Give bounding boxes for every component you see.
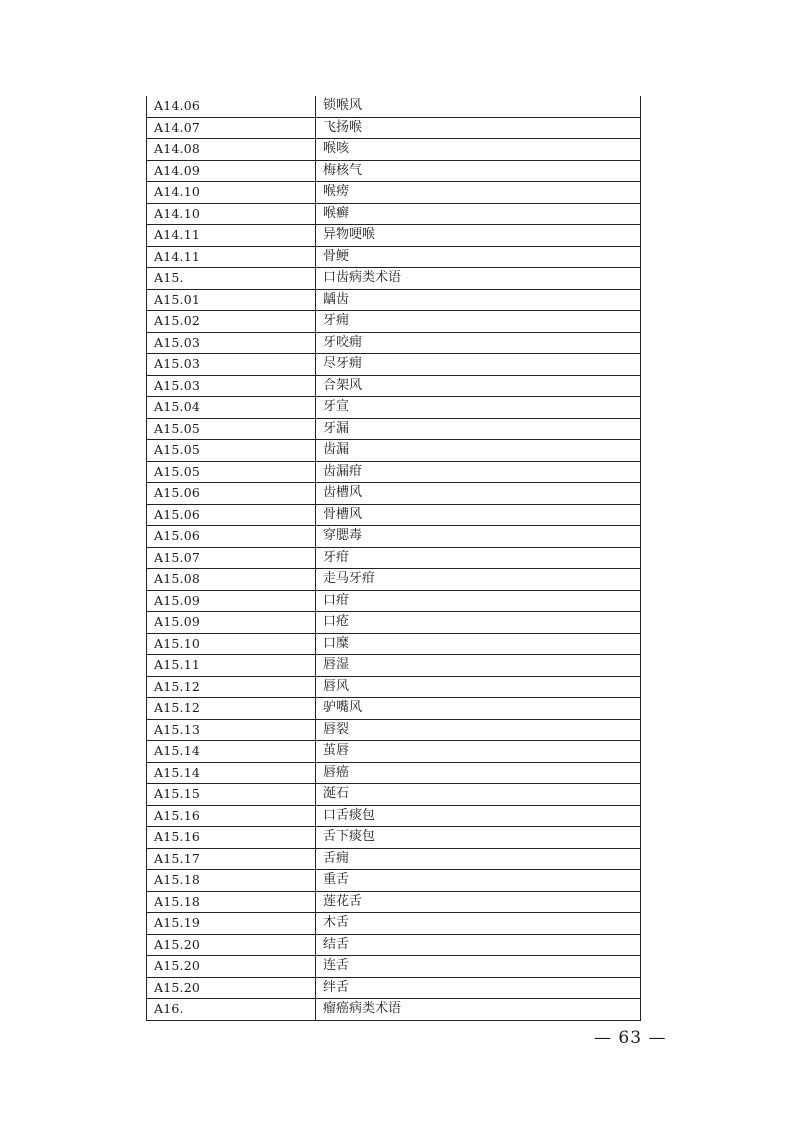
table-row <box>147 268 641 290</box>
term-name-cell: 喉咳 <box>316 139 641 161</box>
table-row <box>147 311 641 333</box>
term-name-cell: 尽牙痈 <box>316 354 641 376</box>
term-name-cell: 齿槽风 <box>316 483 641 505</box>
term-name-cell: 口舌痰包 <box>316 805 641 827</box>
table-row <box>147 956 641 978</box>
table-row <box>147 526 641 548</box>
term-code-cell: A15.04 <box>147 397 316 419</box>
table-row <box>147 848 641 870</box>
term-code-cell: A15.16 <box>147 827 316 849</box>
term-name-cell: 走马牙疳 <box>316 569 641 591</box>
table-row <box>147 375 641 397</box>
term-name-cell: 牙疳 <box>316 547 641 569</box>
term-code-cell: A14.10 <box>147 182 316 204</box>
table-row <box>147 698 641 720</box>
term-code-cell: A15.03 <box>147 332 316 354</box>
table-row <box>147 96 641 117</box>
term-name-cell: 龋齿 <box>316 289 641 311</box>
term-code-cell: A15.12 <box>147 698 316 720</box>
term-code-cell: A16. <box>147 999 316 1021</box>
table-row <box>147 289 641 311</box>
term-code-cell: A15.20 <box>147 956 316 978</box>
table-row <box>147 397 641 419</box>
term-name-cell: 口疮 <box>316 612 641 634</box>
term-code-cell: A15.12 <box>147 676 316 698</box>
table-row <box>147 160 641 182</box>
term-name-cell: 驴嘴风 <box>316 698 641 720</box>
term-code-cell: A15.02 <box>147 311 316 333</box>
table-row <box>147 805 641 827</box>
table-row <box>147 590 641 612</box>
term-name-cell: 唇癌 <box>316 762 641 784</box>
term-name-cell: 唇风 <box>316 676 641 698</box>
table-row <box>147 891 641 913</box>
table-row <box>147 633 641 655</box>
table-row <box>147 418 641 440</box>
term-code-cell: A15.06 <box>147 483 316 505</box>
term-name-cell: 牙漏 <box>316 418 641 440</box>
term-code-cell: A15.20 <box>147 934 316 956</box>
term-code-cell: A15.14 <box>147 741 316 763</box>
term-name-cell: 连舌 <box>316 956 641 978</box>
term-code-cell: A15.18 <box>147 891 316 913</box>
table-row <box>147 870 641 892</box>
term-name-cell: 骨鲠 <box>316 246 641 268</box>
term-name-cell: 茧唇 <box>316 741 641 763</box>
table-row <box>147 676 641 698</box>
term-code-cell: A15. <box>147 268 316 290</box>
table-row <box>147 977 641 999</box>
term-code-cell: A15.06 <box>147 504 316 526</box>
term-code-cell: A15.16 <box>147 805 316 827</box>
term-code-cell: A15.14 <box>147 762 316 784</box>
page-number: — 63 — <box>594 1028 667 1048</box>
term-name-cell: 梅核气 <box>316 160 641 182</box>
term-name-cell: 骨槽风 <box>316 504 641 526</box>
table-row <box>147 117 641 139</box>
term-code-cell: A15.17 <box>147 848 316 870</box>
term-code-cell: A15.09 <box>147 612 316 634</box>
term-code-cell: A15.05 <box>147 440 316 462</box>
term-name-cell: 唇裂 <box>316 719 641 741</box>
term-name-cell: 合架风 <box>316 375 641 397</box>
term-code-cell: A14.06 <box>147 96 316 117</box>
term-name-cell: 锁喉风 <box>316 96 641 117</box>
term-name-cell: 异物哽喉 <box>316 225 641 247</box>
term-code-cell: A15.01 <box>147 289 316 311</box>
term-name-cell: 口齿病类术语 <box>316 268 641 290</box>
terminology-table-body <box>147 96 641 1020</box>
table-row <box>147 569 641 591</box>
table-row <box>147 440 641 462</box>
term-name-cell: 喉痨 <box>316 182 641 204</box>
term-name-cell: 穿腮毒 <box>316 526 641 548</box>
table-row <box>147 784 641 806</box>
term-code-cell: A15.20 <box>147 977 316 999</box>
term-code-cell: A15.03 <box>147 354 316 376</box>
table-row <box>147 934 641 956</box>
table-row <box>147 827 641 849</box>
term-code-cell: A15.15 <box>147 784 316 806</box>
term-name-cell: 瘤癌病类术语 <box>316 999 641 1021</box>
term-code-cell: A15.05 <box>147 461 316 483</box>
term-code-cell: A14.08 <box>147 139 316 161</box>
term-name-cell: 牙痈 <box>316 311 641 333</box>
term-name-cell: 重舌 <box>316 870 641 892</box>
table-row <box>147 547 641 569</box>
term-name-cell: 木舌 <box>316 913 641 935</box>
term-name-cell: 齿漏疳 <box>316 461 641 483</box>
table-row <box>147 612 641 634</box>
term-code-cell: A14.07 <box>147 117 316 139</box>
table-row <box>147 203 641 225</box>
term-code-cell: A15.18 <box>147 870 316 892</box>
term-name-cell: 齿漏 <box>316 440 641 462</box>
term-code-cell: A15.11 <box>147 655 316 677</box>
term-name-cell: 舌痈 <box>316 848 641 870</box>
table-row <box>147 504 641 526</box>
table-row <box>147 139 641 161</box>
term-code-cell: A14.10 <box>147 203 316 225</box>
table-row <box>147 332 641 354</box>
terminology-table <box>146 96 641 1021</box>
term-code-cell: A15.05 <box>147 418 316 440</box>
term-name-cell: 唇湿 <box>316 655 641 677</box>
term-code-cell: A15.09 <box>147 590 316 612</box>
table-row <box>147 483 641 505</box>
table-row <box>147 913 641 935</box>
table-row <box>147 182 641 204</box>
term-code-cell: A14.09 <box>147 160 316 182</box>
term-name-cell: 牙宣 <box>316 397 641 419</box>
table-row <box>147 719 641 741</box>
term-name-cell: 绊舌 <box>316 977 641 999</box>
term-name-cell: 飞扬喉 <box>316 117 641 139</box>
term-code-cell: A15.08 <box>147 569 316 591</box>
term-name-cell: 莲花舌 <box>316 891 641 913</box>
table-row <box>147 762 641 784</box>
table-row <box>147 655 641 677</box>
term-code-cell: A15.13 <box>147 719 316 741</box>
term-code-cell: A14.11 <box>147 246 316 268</box>
table-row <box>147 741 641 763</box>
table-row <box>147 246 641 268</box>
term-name-cell: 结舌 <box>316 934 641 956</box>
term-code-cell: A15.10 <box>147 633 316 655</box>
term-code-cell: A15.07 <box>147 547 316 569</box>
term-name-cell: 牙咬痈 <box>316 332 641 354</box>
table-row <box>147 225 641 247</box>
term-name-cell: 口糜 <box>316 633 641 655</box>
table-row <box>147 354 641 376</box>
term-name-cell: 口疳 <box>316 590 641 612</box>
term-name-cell: 涎石 <box>316 784 641 806</box>
term-code-cell: A15.03 <box>147 375 316 397</box>
table-row <box>147 999 641 1021</box>
table-row <box>147 461 641 483</box>
term-name-cell: 喉癣 <box>316 203 641 225</box>
term-code-cell: A15.06 <box>147 526 316 548</box>
term-code-cell: A14.11 <box>147 225 316 247</box>
term-code-cell: A15.19 <box>147 913 316 935</box>
term-name-cell: 舌下痰包 <box>316 827 641 849</box>
